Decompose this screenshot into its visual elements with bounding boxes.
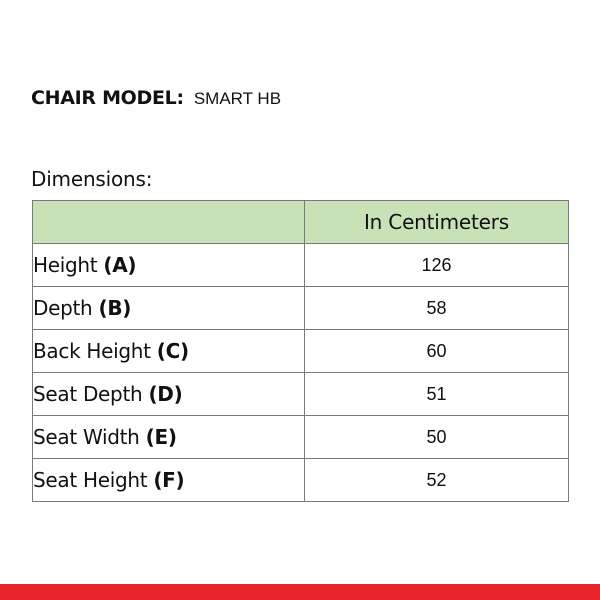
table-header-row: [33, 201, 569, 244]
row-label: [33, 330, 305, 373]
table-row: [33, 244, 569, 287]
dimension-code: (A): [103, 253, 137, 277]
dimension-name: Height: [33, 253, 98, 277]
row-label: [33, 459, 305, 502]
table-row: [33, 330, 569, 373]
dimension-name: Seat Depth: [33, 382, 143, 406]
dimension-code: (F): [153, 468, 185, 492]
dimension-code: (E): [145, 425, 177, 449]
dimension-name: Seat Width: [33, 425, 140, 449]
chair-model-value: SMART HB: [193, 89, 282, 108]
row-label: [33, 373, 305, 416]
header-cell-centimeters: In Centimeters: [305, 201, 569, 244]
row-value: 60: [305, 330, 569, 373]
chair-model-label: CHAIR MODEL:: [31, 87, 184, 109]
table-row: [33, 416, 569, 459]
row-label: [33, 416, 305, 459]
table-row: [33, 287, 569, 330]
row-label: [33, 287, 305, 330]
chair-model-line: [31, 86, 281, 111]
dimension-name: Depth: [33, 296, 93, 320]
dimensions-heading: Dimensions:: [31, 167, 153, 191]
dimension-code: (B): [98, 296, 132, 320]
row-value: 51: [305, 373, 569, 416]
row-value: 50: [305, 416, 569, 459]
dimension-code: (D): [148, 382, 183, 406]
row-value: 126: [305, 244, 569, 287]
row-value: 58: [305, 287, 569, 330]
row-value: 52: [305, 459, 569, 502]
dimension-name: Seat Height: [33, 468, 148, 492]
table-row: [33, 459, 569, 502]
accent-band: [0, 584, 600, 600]
table-row: [33, 373, 569, 416]
dimension-name: Back Height: [33, 339, 151, 363]
dimensions-table: [32, 200, 569, 502]
header-cell-blank: [33, 201, 305, 244]
dimension-code: (C): [156, 339, 189, 363]
row-label: [33, 244, 305, 287]
